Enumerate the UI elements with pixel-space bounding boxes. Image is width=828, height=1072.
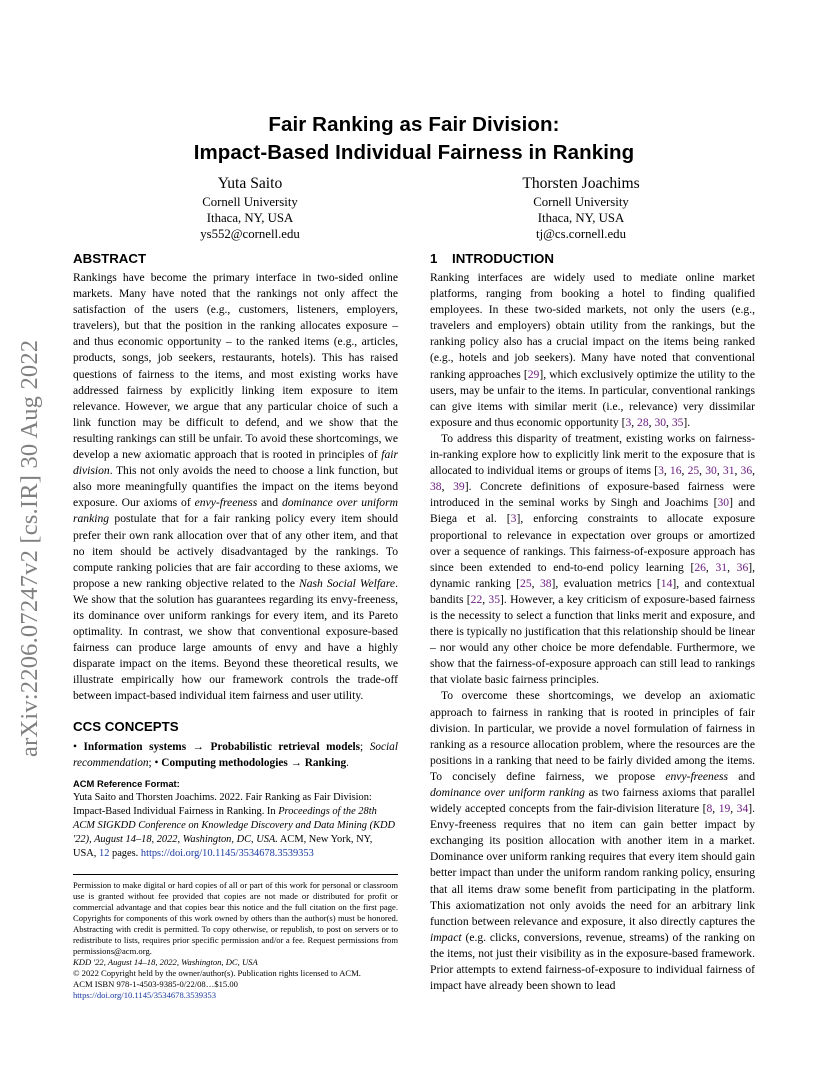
author-location: Ithaca, NY, USA [537, 211, 625, 226]
citation[interactable]: 36 [736, 560, 749, 574]
intro-paragraph-2: To address this disparity of treatment, existing works on fairness-in-ranking explore how to explicitly link merit to the exposure that is allocated to individual items or groups of items [3, 16, 25, 30, 31, 36, 38, 39]. Concrete definitions of exposure-based fairness were introduced in the seminal works by Singh and Joachims [30] and Biega et al. [3], enforcing constraints to allocate exposure proportional to relevance in expectation over groups or amortized over a sequence of rankings. This fairness-of-exposure approach has since been extended to end-to-end policy learning [26, 31, 36], dynamic ranking [25, 38], evaluation metrics [14], and contextual bandits [22, 35]. However, a key criticism of exposure-based fairness is the necessity to select a function that links merit and exposure, and there is typically no justification that this relationship should be linear – nor would any other choice be more defendable. Furthermore, we show that the fairness-of-exposure approach can still lead to rankings that violate basic fairness principles. [430, 431, 756, 687]
ccs-concepts: • Information systems → Probabilistic retrieval models; Social recommendation; • Computing methodologies → Ranking. [73, 740, 398, 769]
permission-notice: Permission to make digital or hard copies of all or part of this work for personal or classroom use is granted without fee provided that copies are not made or distributed for profit or commercial advantage and that copies bear this notice and the full citation on the first page. Copyrights for components of this work owned by others than the author(s) must be honored. Abstracting with credit is permitted. To copy otherwise, or republish, to post on servers or to redistribute to lists, requires prior specific permission and/or a fee. Request permissions from permissions@acm.org. [73, 879, 398, 957]
introduction-heading: 1 INTRODUCTION [430, 251, 554, 266]
citation[interactable]: 3 [625, 415, 632, 429]
abstract-heading: ABSTRACT [73, 251, 147, 266]
page-count-link[interactable]: 12 [99, 848, 110, 860]
citation[interactable]: 14 [660, 576, 673, 590]
author-email: ys552@cornell.edu [200, 227, 300, 242]
citation[interactable]: 30 [717, 496, 730, 510]
acm-reference-text: Yuta Saito and Thorsten Joachims. 2022. Fair Ranking as Fair Division: Impact-Based Individual Fairness in Ranking. In Proceedings of the 28th ACM SIGKDD Conference on Knowledge Discovery and Data Mining (KDD '22), August 14–18, 2022, Washington, DC, USA. ACM, New York, NY, USA, 12 pages. https://doi.org/10.1145/3534678.3539353 [73, 791, 395, 860]
left-column [73, 250, 398, 1002]
citation[interactable]: 31 [722, 464, 735, 478]
intro-paragraph-3: To overcome these shortcomings, we develop an axiomatic approach to fairness in ranking that is rooted in principles of fair division. In particular, we provide a novel formulation of fairness in ranking as a resource allocation problem, where the resources are the positions in a ranking that need to be fairly divided among the items. To concisely define fairness, we propose envy-freeness and dominance over uniform ranking as two fairness axioms that parallel widely accepted concepts from the fair-division literature [8, 19, 34]. Envy-freeness requires that no item can gain better impact by exchanging its position allocation with another item in a market. Dominance over uniform ranking requires that every item should gain better impact than under the uniform random ranking policy, ensuring that all items draw some benefit from participating in the platform. This axiomatization not only avoids the need for an arbitrary link function between relevance and exposure, it also directly captures the impact (e.g. clicks, conversions, revenue, streams) of the ranking on the items, not just their visibility as in the exposure-based framework. Prior attempts to extend fairness-of-exposure to individual fairness of impact have already been shown to lead [430, 689, 756, 993]
citation[interactable]: 30 [654, 415, 667, 429]
acm-reference-heading: ACM Reference Format: [73, 777, 180, 789]
citation[interactable]: 38 [430, 480, 442, 494]
citation[interactable]: 30 [705, 464, 717, 478]
arxiv-identifier: arXiv:2206.07247v2 [cs.IR] 30 Aug 2022 [16, 339, 43, 757]
citation[interactable]: 16 [669, 464, 682, 478]
citation[interactable]: 3 [658, 464, 664, 478]
citation[interactable]: 28 [637, 415, 649, 429]
abstract-text: Rankings have become the primary interface in two-sided online markets. Many have noted that the rankings not only affect the satisfaction of the users (e.g., customers, listeners, employers, travelers), but that the position in the ranking allocates exposure – and thus economic opportunity – to the ranked items (e.g., articles, products, songs, job seekers, restaurants, hotels). This has raised questions of fairness to the items, and most existing works have addressed fairness by explicitly linking item exposure to item relevance. However, we argue that any particular choice of such a link function may be difficult to defend, and we show that the resulting rankings can still be unfair. To avoid these shortcomings, we develop a new axiomatic approach that is rooted in principles of fair division. This not only avoids the need to choose a link function, but also more meaningfully quantifies the impact on the items beyond exposure. Our axioms of envy-freeness and dominance over uniform ranking postulate that for a fair ranking policy every item should prefer their own rank allocation over that of any other item, and that no item should be actively disadvantaged by the rankings. To compute ranking policies that are fair according to these axioms, we propose a new ranking objective related to the Nash Social Welfare. We show that the solution has guarantees regarding its envy-freeness, its dominance over uniform rankings for every item, and its Pareto optimality. In contrast, we show that conventional exposure-based fairness can produce large amounts of envy and have a highly disparate impact on the items. Beyond these theoretical results, we illustrate empirically how our framework controls the trade-off between impact-based individual item fairness and user utility. [73, 271, 398, 703]
citation[interactable]: 38 [539, 576, 552, 590]
author-name: Yuta Saito [217, 175, 283, 192]
citation[interactable]: 31 [715, 560, 728, 574]
citation[interactable]: 8 [706, 802, 713, 816]
citation[interactable]: 35 [488, 592, 501, 606]
author-name: Thorsten Joachims [522, 175, 640, 192]
intro-paragraph-1: Ranking interfaces are widely used to mediate online market platforms, ranging from booking a hotel to finding qualified employees. In these two-sided markets, not only the users (e.g., travelers and employers) obtain utility from the rankings, but the ranking policy also has a crucial impact on the items being ranked (e.g., hotels and job seekers). Many have noted that conventional ranking approaches [29], which exclusively optimize the utility to the users, may be unfair to the items. In particular, conventional rankings can give items with similar merit (i.e., relevance) very dissimilar exposure and thus economic opportunity [3, 28, 30, 35]. [430, 271, 755, 429]
author-location: Ithaca, NY, USA [206, 211, 294, 226]
right-column [430, 250, 755, 994]
doi-link[interactable]: https://doi.org/10.1145/3534678.3539353 [140, 848, 314, 860]
author-block-1 [150, 174, 350, 243]
ccs-heading: CCS CONCEPTS [73, 718, 179, 734]
author-email: tj@cs.cornell.edu [536, 227, 626, 242]
citation[interactable]: 26 [694, 560, 706, 574]
rights-line: © 2022 Copyright held by the owner/author(s). Publication rights licensed to ACM. [73, 968, 361, 979]
citation[interactable]: 36 [740, 464, 753, 478]
author-affiliation: Cornell University [202, 195, 298, 209]
conference-line: KDD '22, August 14–18, 2022, Washington, DC, USA [73, 957, 258, 968]
citation[interactable]: 39 [453, 480, 465, 494]
citation[interactable]: 34 [736, 802, 749, 816]
isbn-line: ACM ISBN 978-1-4503-9385-0/22/08…$15.00 [73, 979, 238, 990]
citation[interactable]: 3 [510, 512, 517, 526]
citation[interactable]: 35 [671, 415, 684, 429]
citation[interactable]: 29 [527, 367, 540, 381]
author-affiliation: Cornell University [533, 195, 629, 209]
citation[interactable]: 19 [718, 802, 731, 816]
citation[interactable]: 25 [687, 464, 700, 478]
paper-title [0, 111, 828, 167]
author-block-2 [481, 174, 681, 243]
copyright-block [73, 880, 398, 1002]
title-line-1: Fair Ranking as Fair Division: [268, 113, 560, 136]
citation[interactable]: 22 [470, 592, 483, 606]
footer-doi-link[interactable]: https://doi.org/10.1145/3534678.3539353 [73, 990, 216, 1001]
citation[interactable]: 25 [520, 576, 532, 590]
title-line-2: Impact-Based Individual Fairness in Ranking [193, 141, 635, 164]
footnote-rule [73, 874, 398, 875]
